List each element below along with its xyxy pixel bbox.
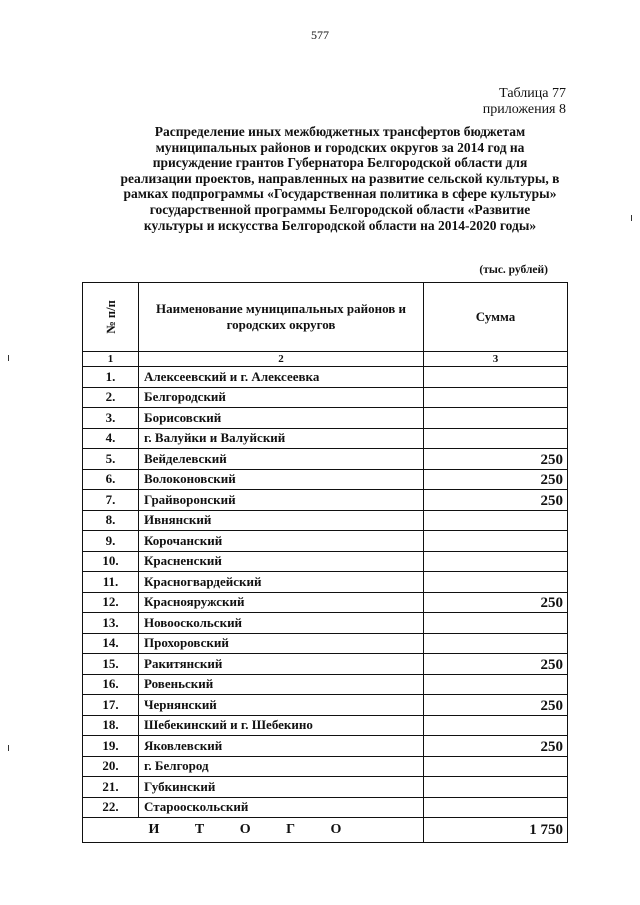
- amount-cell: 250: [424, 469, 568, 490]
- column-number: 3: [424, 352, 568, 367]
- table-row: [83, 490, 568, 511]
- table-row: [83, 674, 568, 695]
- table-row: [83, 797, 568, 818]
- amount-cell: [424, 674, 568, 695]
- table-row: [83, 469, 568, 490]
- title-line: реализации проектов, направленных на развитие сельской культуры, в: [120, 170, 560, 186]
- row-number: 21.: [83, 777, 139, 798]
- amount-cell: [424, 428, 568, 449]
- total-label: И Т О Г О: [83, 818, 424, 843]
- table-header-row: [83, 283, 568, 352]
- district-name: Ивнянский: [139, 510, 424, 531]
- document-title: [60, 124, 620, 233]
- header-amount: Сумма: [424, 283, 568, 352]
- district-name: Краснояружский: [139, 592, 424, 613]
- row-number: 1.: [83, 367, 139, 388]
- total-amount: 1 750: [424, 818, 568, 843]
- district-name: Новооскольский: [139, 613, 424, 634]
- amount-cell: [424, 572, 568, 593]
- table-label: Таблица 77: [499, 86, 566, 101]
- appendix-label: приложения 8: [482, 102, 566, 117]
- district-name: Грайворонский: [139, 490, 424, 511]
- amount-cell: [424, 408, 568, 429]
- scan-margin-mark: [631, 215, 632, 221]
- row-number: 17.: [83, 695, 139, 716]
- row-number: 14.: [83, 633, 139, 654]
- amount-cell: 250: [424, 736, 568, 757]
- amount-cell: [424, 510, 568, 531]
- table-row: [83, 695, 568, 716]
- district-name: г. Валуйки и Валуйский: [139, 428, 424, 449]
- scan-margin-mark: [8, 355, 9, 361]
- title-line: присуждение грантов Губернатора Белгородской области для: [152, 155, 528, 171]
- table-row: [83, 531, 568, 552]
- district-name: Ровеньский: [139, 674, 424, 695]
- row-number: 22.: [83, 797, 139, 818]
- amount-cell: [424, 387, 568, 408]
- table-row: [83, 756, 568, 777]
- amount-cell: [424, 613, 568, 634]
- row-number: 16.: [83, 674, 139, 695]
- table-row: [83, 592, 568, 613]
- title-line: рамках подпрограммы «Государственная политика в сфере культуры»: [123, 186, 557, 202]
- district-name: Вейделевский: [139, 449, 424, 470]
- row-number: 3.: [83, 408, 139, 429]
- amount-cell: 250: [424, 592, 568, 613]
- row-number: 10.: [83, 551, 139, 572]
- amount-cell: [424, 367, 568, 388]
- district-name: Красногвардейский: [139, 572, 424, 593]
- table-reference: [483, 86, 566, 118]
- amount-cell: [424, 633, 568, 654]
- row-number: 6.: [83, 469, 139, 490]
- table-row: [83, 428, 568, 449]
- amount-cell: [424, 756, 568, 777]
- amount-cell: 250: [424, 695, 568, 716]
- district-name: Красненский: [139, 551, 424, 572]
- table-row: [83, 736, 568, 757]
- amount-cell: [424, 531, 568, 552]
- district-name: Шебекинский и г. Шебекино: [139, 715, 424, 736]
- row-number: 18.: [83, 715, 139, 736]
- title-line: муниципальных районов и городских округов за 2014 год на: [155, 139, 525, 155]
- page-number: 577: [311, 28, 329, 42]
- table-row: [83, 777, 568, 798]
- column-number: 2: [139, 352, 424, 367]
- title-line: культуры и искусства Белгородской области на 2014-2020 годы»: [143, 217, 537, 233]
- district-name: Прохоровский: [139, 633, 424, 654]
- amount-cell: [424, 777, 568, 798]
- district-name: Белгородский: [139, 387, 424, 408]
- district-name: г. Белгород: [139, 756, 424, 777]
- row-number: 15.: [83, 654, 139, 675]
- row-number: 13.: [83, 613, 139, 634]
- amount-cell: [424, 551, 568, 572]
- amount-cell: 250: [424, 490, 568, 511]
- row-number: 7.: [83, 490, 139, 511]
- table-row: [83, 449, 568, 470]
- row-number: 9.: [83, 531, 139, 552]
- table-row: [83, 572, 568, 593]
- district-name: Ракитянский: [139, 654, 424, 675]
- table-row: [83, 551, 568, 572]
- scan-margin-mark: [8, 745, 9, 751]
- table-body: [83, 367, 568, 818]
- header-name: Наименование муниципальных районов и городских округов: [139, 283, 424, 352]
- table-row: [83, 367, 568, 388]
- column-number-row: [83, 352, 568, 367]
- amount-cell: [424, 715, 568, 736]
- table-row: [83, 613, 568, 634]
- table-row: [83, 633, 568, 654]
- table-row: [83, 715, 568, 736]
- district-name: Борисовский: [139, 408, 424, 429]
- row-number: 4.: [83, 428, 139, 449]
- row-number: 2.: [83, 387, 139, 408]
- row-number: 20.: [83, 756, 139, 777]
- distribution-table: [82, 282, 568, 843]
- units-label: (тыс. рублей): [479, 264, 548, 276]
- table-row: [83, 408, 568, 429]
- district-name: Старооскольский: [139, 797, 424, 818]
- header-number: № п/п: [83, 283, 139, 352]
- title-line: государственной программы Белгородской области «Развитие: [149, 201, 531, 217]
- row-number: 5.: [83, 449, 139, 470]
- row-number: 12.: [83, 592, 139, 613]
- row-number: 11.: [83, 572, 139, 593]
- column-number: 1: [83, 352, 139, 367]
- table-row: [83, 387, 568, 408]
- row-number: 8.: [83, 510, 139, 531]
- total-row: [83, 818, 568, 843]
- district-name: Чернянский: [139, 695, 424, 716]
- district-name: Корочанский: [139, 531, 424, 552]
- title-line: Распределение иных межбюджетных трансфертов бюджетам: [154, 124, 526, 139]
- district-name: Алексеевский и г. Алексеевка: [139, 367, 424, 388]
- amount-cell: 250: [424, 449, 568, 470]
- row-number: 19.: [83, 736, 139, 757]
- table-row: [83, 654, 568, 675]
- amount-cell: [424, 797, 568, 818]
- district-name: Яковлевский: [139, 736, 424, 757]
- district-name: Волоконовский: [139, 469, 424, 490]
- amount-cell: 250: [424, 654, 568, 675]
- table-row: [83, 510, 568, 531]
- district-name: Губкинский: [139, 777, 424, 798]
